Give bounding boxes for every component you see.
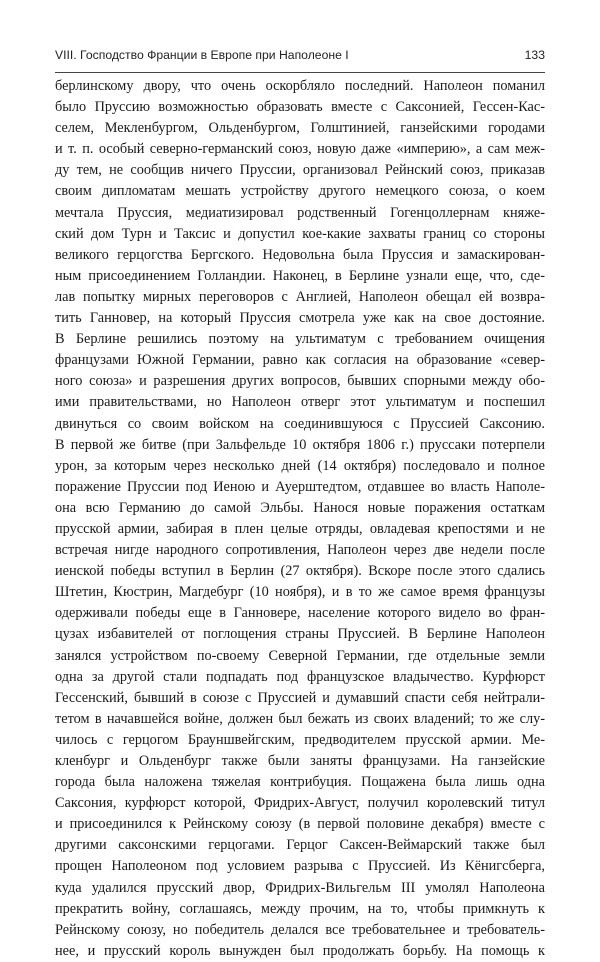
text-line: города была наложена тяжелая контрибуция. Пощажена была лишь одна <box>55 774 545 791</box>
text-line: цузах избавителей от поглощения страны Пруссией. В Берлине Наполеон <box>55 626 545 643</box>
text-line: селем, Мекленбургом, Ольденбургом, Голштинией, ганзейскими городами <box>55 120 545 137</box>
text-line: одна за другой стали подпадать под французское владычество. Курфюрст <box>55 668 545 685</box>
text-line: поражение Пруссии под Иеною и Ауерштедтом, отдавшее во власть Наполе- <box>55 478 545 495</box>
text-line: прощен Наполеоном под условием разрыва с Пруссией. Из Кёнигсберга, <box>55 858 545 875</box>
text-line: мечтала Пруссия, медиатизировал родственный Гогенцоллернам княже- <box>55 204 545 221</box>
text-line: прекратить войну, соглашаясь, между прочим, на то, чтобы примкнуть к <box>55 900 545 917</box>
text-line: ский дом Турн и Таксис и допустил кое-какие захваты границ со стороны <box>55 225 545 242</box>
text-line: и присоединился к Рейнскому союзу (в первой половине декабря) вместе с <box>55 816 545 833</box>
running-head <box>55 48 545 68</box>
text-line: ими правительствами, но Наполеон отверг этот ультиматум и поспешил <box>55 394 545 411</box>
text-line: кленбург и Ольденбург также были заняты французами. На ганзейские <box>55 753 545 769</box>
text-line: двинуться со своим войском на соединившуюся с Пруссией Саксонию. <box>55 415 545 432</box>
text-line: великого герцогства Бергского. Недовольна была Пруссия и замаскирован- <box>55 246 545 263</box>
text-line: своим дипломатам мешать устройству другого немецкого союза, о коем <box>55 183 545 200</box>
text-line: ду тем, не сообщив ничего Пруссии, организовал Рейнский союз, приказав <box>55 162 545 179</box>
text-line: и т. п. особый северно-германский союз, новую даже «империю», а сам меж- <box>55 141 545 158</box>
chapter-title: VIII. Господство Франции в Европе при Наполеоне I <box>55 48 349 62</box>
text-line: ным присоединением Голландии. Наконец, в Берлине узнали еще, что, сде- <box>55 267 545 284</box>
text-line: ного союза» и разрешения других вопросов, бывших спорными между обо- <box>55 373 545 390</box>
text-line: Гессенский, бывший в союзе с Пруссией и думавший спасти себя нейтрали- <box>55 689 545 706</box>
text-line: было Пруссию возможностью образовать вместе с Саксонией, Гессен-Кас- <box>55 99 545 116</box>
text-line: берлинскому двору, что очень оскорбляло последний. Наполеон поманил <box>55 78 545 94</box>
text-line: тетом в начавшейся войне, должен был бежать из своих владений; то же слу- <box>55 710 545 727</box>
text-line: занялся устройством по-своему Северной Германии, где отдельные земли <box>55 647 545 664</box>
text-line: В Берлине решились поэтому на ультиматум с требованием очищения <box>55 331 545 348</box>
text-line: Саксония, курфюрст которой, Фридрих-Август, получил королевский титул <box>55 795 545 812</box>
text-line: она всю Германию до самой Эльбы. Нанося новые поражения остаткам <box>55 499 545 516</box>
text-line: одерживали победы еще в Ганновере, население которого видело во фран- <box>55 605 545 622</box>
text-line: прусской армии, забирая в плен целые отряды, овладевая крепостями и не <box>55 520 545 537</box>
text-line: нее, и прусский король вынужден был продолжать борьбу. На помощь к <box>55 942 545 959</box>
text-line: тить Ганновер, на который Пруссия смотрела уже как на свое достояние. <box>55 310 545 327</box>
text-line: В первой же битве (при Зальфельде 10 октября 1806 г.) пруссаки потерпели <box>55 436 545 453</box>
text-line: Рейнскому союзу, но победитель делался все требовательнее и требователь- <box>55 921 545 938</box>
page-number: 133 <box>524 48 545 62</box>
text-line: куда удалился прусский двор, Фридрих-Вильгельм III умолял Наполеона <box>55 879 545 896</box>
text-line: лав попытку мирных переговоров с Англией, Наполеон обещал ей возвра- <box>55 288 545 305</box>
text-line: иенской победы вступил в Берлин (27 октября). Вскоре после этого сдались <box>55 563 545 580</box>
text-line: французами Южной Германии, равно как согласия на образование «север- <box>55 352 545 369</box>
header-rule <box>55 72 545 73</box>
text-line: другими саксонскими герцогами. Герцог Саксен-Веймарский также был <box>55 837 545 854</box>
text-line: чилось с герцогом Брауншвейгским, предводителем прусской армии. Ме- <box>55 731 545 748</box>
body-text <box>55 76 545 962</box>
text-line: Штетин, Кюстрин, Магдебург (10 ноября), и в то же самое время французы <box>55 584 545 601</box>
text-line: встречая нигде народного сопротивления, Наполеон через две недели после <box>55 542 545 559</box>
text-line: урон, за которым через несколько дней (14 октября) последовало и полное <box>55 457 545 474</box>
